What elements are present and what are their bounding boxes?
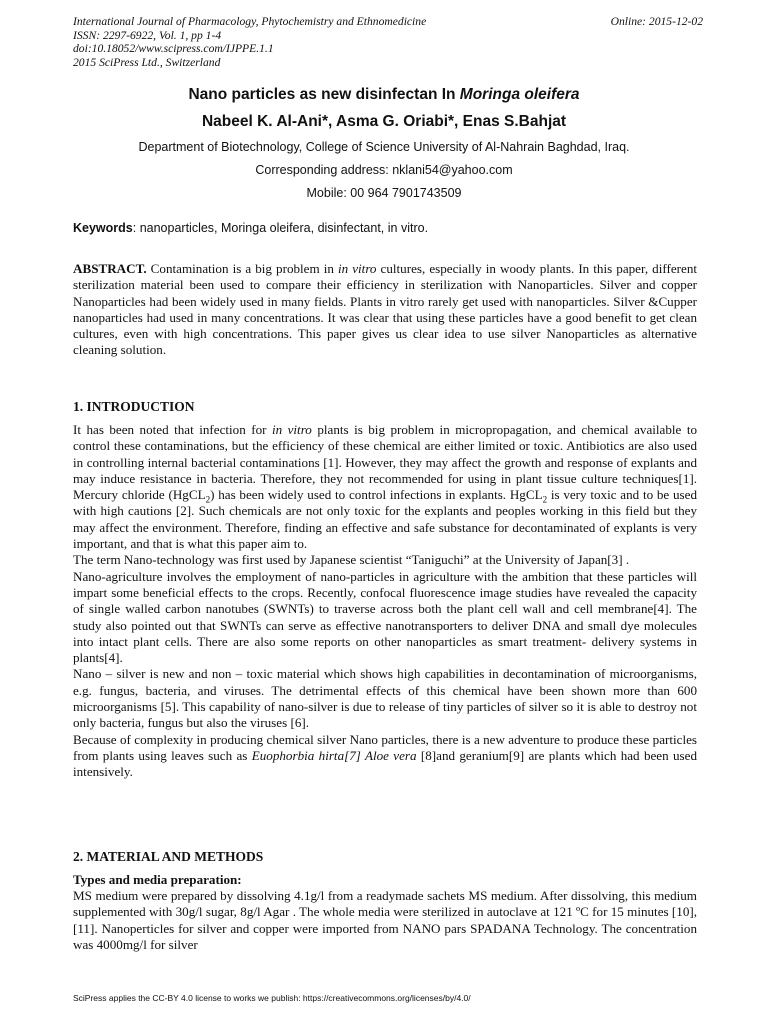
- text: [8]and geranium[9] are plants which had been used intensively.: [73, 747, 697, 780]
- text: It has been noted that infection for: [73, 422, 272, 437]
- section-heading-introduction: 1. INTRODUCTION: [73, 399, 195, 414]
- section-heading-methods: 2. MATERIAL AND METHODS: [73, 849, 264, 864]
- doi: doi:10.18052/www.scipress.com/IJPPE.1.1: [73, 42, 274, 55]
- affiliation: Department of Biotechnology, College of Science University of Al-Nahrain Baghdad, Iraq.: [138, 140, 630, 154]
- license-footer: SciPress applies the CC-BY 4.0 license to works we publish: https://creativecommons.org/licenses/by/4.0/: [73, 993, 471, 1003]
- subsection-heading: Types and media preparation:: [73, 872, 242, 887]
- keywords-label: Keywords: [73, 221, 133, 235]
- intro-paragraph-1: [73, 422, 697, 552]
- online-date: Online: 2015-12-02: [610, 15, 703, 28]
- intro-paragraph-5: [73, 732, 697, 781]
- methods-paragraph: MS medium were prepared by dissolving 4.1g/l from a readymade sachets MS medium. After dissolving, this medium supplemented with 30g/l sugar, 8g/l Agar . The whole media were sterilized in autoclave at 121 ºC for 15 minutes [10],[11]. Nanoperticles for silver and copper were imported from NANO pars SPADANA Technology. The concentration was 4000mg/l for silver: [73, 888, 697, 952]
- italic-text: Euophorbia hirta[7] Aloe vera: [251, 747, 417, 763]
- abstract-label: ABSTRACT.: [73, 261, 147, 276]
- subscript: 2: [205, 494, 211, 505]
- subscript: 2: [542, 494, 548, 505]
- title-species: Moringa oleifera: [459, 86, 580, 103]
- intro-paragraph-3: Nano-agriculture involves the employment of nano-particles in agriculture with the ambition that these particles will impart some beneficial effects to the crops. Recently, confocal fluorescence image studies have revealed the capacity of single walled carbon nanotubes (SWNTs) to traverse across both the plant cell wall and cell membrane[4]. The study also pointed out that SWNTs can serve as effective nanotransporters to deliver DNA and small dye molecules into intact plant cells. There are also some reports on other nanoparticles as smart treatment- delivery systems in plants[4].: [73, 568, 697, 666]
- publisher: 2015 SciPress Ltd., Switzerland: [73, 55, 221, 69]
- abstract-text: Contamination is a big problem in: [146, 261, 338, 276]
- corresponding-address: Corresponding address: nklani54@yahoo.com: [255, 163, 513, 177]
- abstract-italic: in vitro: [337, 261, 377, 276]
- paper-title: [0, 86, 768, 104]
- abstract: [73, 261, 697, 359]
- introduction-body: [73, 422, 697, 781]
- methods-body: [73, 888, 697, 953]
- text: is very toxic and to be used with high cautions [2]. Such chemicals are not only toxic for the explants and peoples working in this field but they may affect the environment. Therefore, finding an effective and safe substance for decontaminated of explants is very important, and that is what this paper aim to.: [73, 487, 698, 552]
- mobile-number: Mobile: 00 964 7901743509: [306, 186, 462, 200]
- keywords-list: : nanoparticles, Moringa oleifera, disinfectant, in vitro.: [132, 221, 429, 235]
- text: ) has been widely used to control infections in explants. HgCL: [210, 487, 543, 503]
- intro-paragraph-2: The term Nano-technology was first used by Japanese scientist “Taniguchi” at the University of Japan[3] .: [73, 552, 630, 568]
- issn: ISSN: 2297-6922, Vol. 1, pp 1-4: [73, 28, 222, 42]
- keywords: [73, 221, 428, 235]
- journal-header: [73, 15, 703, 69]
- intro-paragraph-4: Nano – silver is new and non – toxic material which shows high capabilities in decontamination of microorganisms, e.g. fungus, bacteria, and viruses. The detrimental effects of this chemical have been shown more than 600 microorganisms [5]. This capability of nano-silver is due to release of tiny particles of silver so it is able to destroy not only bacteria, fungus but also the viruses [6].: [73, 666, 697, 731]
- text: Because of complexity in producing chemical silver Nano particles, there is a new adventure to produce these particles from plants using leaves such as: [73, 731, 697, 763]
- authors: Nabeel K. Al-Ani*, Asma G. Oriabi*, Enas S.Bahjat: [201, 113, 567, 130]
- abstract-text-2: cultures, especially in woody plants. In this paper, different sterilization material been used to compare their efficiency in sterilization with Nanoparticles. Silver and copper Nanoparticles had been widely used in many fields. Plants in vitro rarely get used with nanoparticles. Silver &Cupper nanoparticles had used in many concentrations. It was clear that using these particles have a good benefit to get clean cultures, even with high concentrations. This paper gives us clear idea to use silver Nanoparticles as alternative cleaning solution.: [73, 261, 697, 358]
- italic-text: in vitro: [271, 422, 312, 437]
- text: plants is big problem in micropropagation, and chemical available to control these contaminations, but the efficiency of these chemical are either limited or toxic. Antibiotics are also used in controlling internal bacterial contaminations [1]. However, they may affect the growth and response of explants and may induce resistance in bacteria. Therefore, they not recommended for using in plant tissue culture techniques[1]. Mercury chloride (HgCL: [73, 422, 698, 503]
- title-text: Nano particles as new disinfectan In: [188, 86, 460, 103]
- journal-name: International Journal of Pharmacology, Phytochemistry and Ethnomedicine: [73, 15, 427, 28]
